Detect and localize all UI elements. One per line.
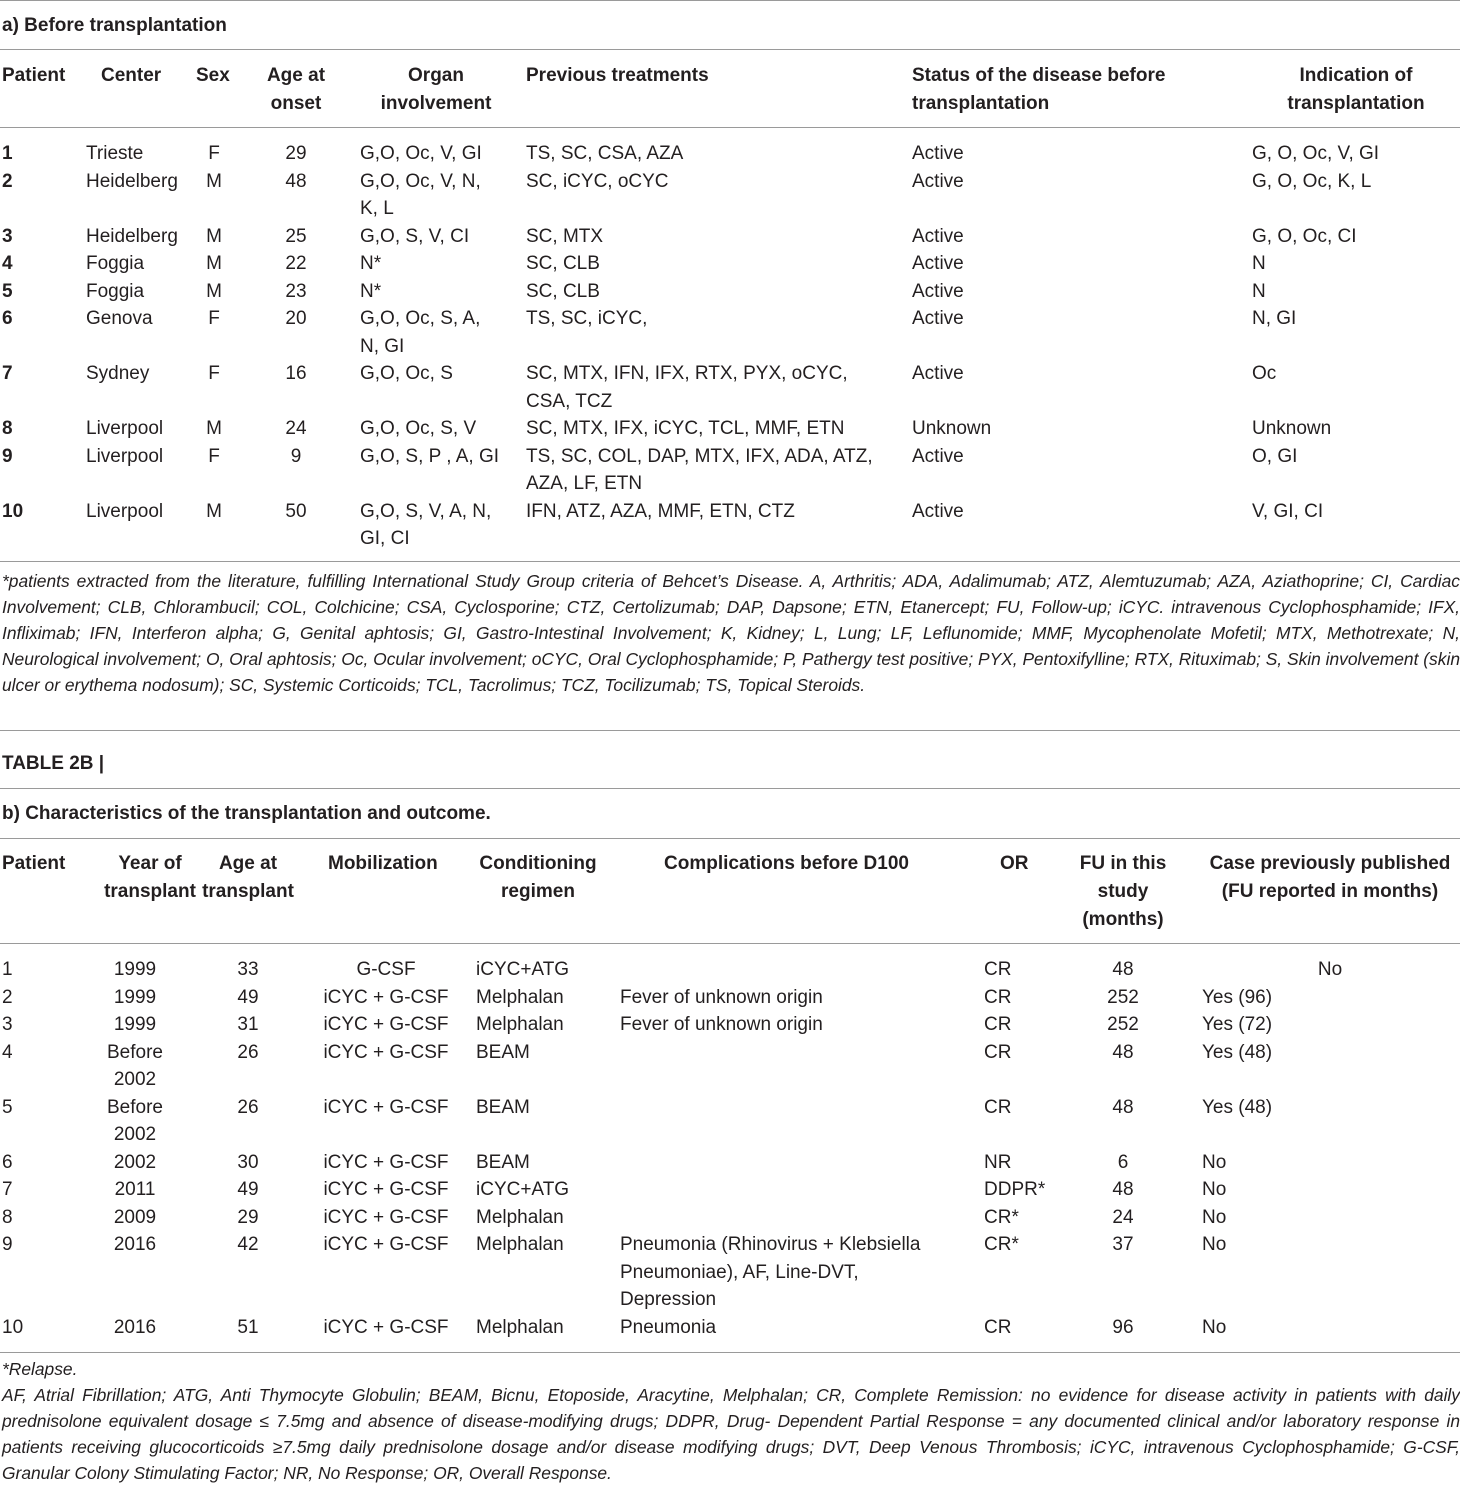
cell-mobilization: iCYC + G-CSF [323,1096,449,1118]
cell-status: Active [912,143,964,164]
cell-status: Unknown [912,418,992,439]
cell-year: 1999 [113,986,157,1008]
cell-indication: V, GI, CI [1252,500,1324,522]
cell-patient: 7 [2,363,13,384]
cell-indication: Unknown [1252,418,1332,439]
cell-year: Before [107,1041,163,1063]
cell-year: 2002 [113,1069,157,1090]
table-row [0,278,1460,306]
cell-sex: M [206,280,222,302]
cell-year: 2009 [113,1206,157,1228]
cell-fu: 37 [1112,1234,1134,1255]
table-row [0,1314,1460,1342]
header-b-year-line2: transplant [104,881,196,902]
table-b-footnote: AF, Atrial Fibrillation; ATG, Anti Thymocyte Globulin; BEAM, Bicnu, Etoposide, Aracytine, Melphalan; CR, Complete Remission: no evidence for disease activity in patients with daily prednisolone equivalent dosage ≤ 7.5mg and absence of disease-modifying drugs; DDPR, Drug- Dependent Partial Response = any documented clinical and/or laboratory response in patients receiving glucocorticoids ≥7.5mg daily prednisolone dosage and/or disease modifying drugs; DVT, Deep Venous Thrombosis; iCYC, intravenous Cyclophosphamide; G-CSF, Granular Colony Stimulating Factor; NR, No Response; OR, Overall Response. [2,1385,1460,1483]
cell-conditioning: Melphalan [476,986,564,1008]
cell-age: 25 [285,225,307,247]
header-previous-treatments: Previous treatments [526,65,709,86]
cell-year: 1999 [113,959,157,980]
cell-age: 33 [237,959,259,980]
cell-center: Trieste [86,143,144,164]
cell-mobilization: iCYC + G-CSF [323,1041,449,1063]
cell-sex: M [206,418,222,439]
table-row [0,223,1460,251]
header-b-fu [1068,850,1178,934]
cell-center: Sydney [86,363,150,384]
cell-age: 26 [237,1041,259,1063]
cell-center: Heidelberg [86,225,178,247]
cell-center: Liverpool [86,500,164,522]
cell-status: Active [912,308,964,329]
cell-organ: N, GI [360,335,405,357]
cell-case: No [1202,1206,1227,1228]
header-organ-involvement [354,62,518,118]
header-b-age-line1: Age at [218,853,278,874]
cell-year: 2011 [114,1179,156,1200]
cell-fu: 252 [1107,1014,1139,1035]
cell-age: 16 [285,363,307,384]
cell-organ: G,O, Oc, V, GI [360,143,482,164]
cell-patient: 4 [2,1041,13,1063]
cell-complications: Fever of unknown origin [620,1014,823,1035]
table-row [0,250,1460,278]
cell-patient: 3 [2,1014,13,1035]
cell-organ: G,O, Oc, S, V [360,418,477,439]
cell-mobilization: iCYC + G-CSF [323,1179,449,1200]
cell-case: No [1317,959,1343,980]
cell-mobilization: iCYC + G-CSF [323,1316,449,1338]
cell-conditioning: BEAM [476,1096,530,1118]
header-b-fu-line2: study [1097,881,1149,902]
cell-organ: K, L [360,198,394,219]
table-row [0,1204,1460,1232]
header-b-fu-line3: (months) [1082,909,1164,930]
header-status [912,62,1165,118]
cell-or: CR [984,1041,1012,1063]
cell-indication: G, O, Oc, CI [1252,225,1357,247]
header-b-fu-line1: FU in this [1079,853,1167,874]
cell-age: 9 [290,445,302,467]
header-status-line1: Status of the disease before [912,65,1166,86]
header-b-conditioning [470,850,606,906]
cell-year: 2002 [113,1151,157,1173]
cell-sex: F [208,143,220,164]
cell-center: Foggia [86,253,145,274]
cell-organ: G,O, S, V, CI [360,225,470,247]
cell-patient: 10 [2,1316,24,1338]
table-2b-label: TABLE 2B | [2,753,105,774]
table-row [0,1231,1460,1314]
cell-complications: Fever of unknown origin [620,986,823,1008]
header-center: Center [101,65,162,86]
cell-fu: 48 [1112,1096,1134,1118]
header-b-patient: Patient [2,853,66,874]
cell-patient: 2 [2,170,13,192]
table-row [0,1176,1460,1204]
cell-year: 1999 [113,1014,157,1035]
cell-case: No [1202,1316,1227,1338]
cell-case: Yes (48) [1202,1096,1273,1118]
cell-fu: 48 [1112,1041,1134,1063]
cell-conditioning: iCYC+ATG [476,1179,570,1200]
cell-status: Active [912,500,964,522]
rule-b-header [0,943,1460,944]
cell-mobilization: G-CSF [356,959,416,980]
cell-conditioning: Melphalan [476,1234,564,1255]
cell-status: Active [912,170,964,192]
rule-top [0,0,1460,1]
cell-patient: 1 [2,959,13,980]
cell-or: NR [984,1151,1012,1173]
table-row [0,360,1460,415]
cell-center: Foggia [86,280,145,302]
cell-or: CR* [984,1206,1019,1228]
cell-status: Active [912,363,964,384]
cell-patient: 8 [2,1206,13,1228]
cell-fu: 252 [1107,986,1139,1008]
header-indication [1266,62,1446,118]
cell-patient: 6 [2,308,13,329]
cell-organ: N* [360,253,382,274]
table-row [0,305,1460,360]
cell-age: 49 [237,986,259,1008]
cell-age: 31 [237,1014,259,1035]
cell-year: 2002 [113,1124,157,1145]
cell-sex: M [206,170,222,192]
header-b-age [196,850,300,906]
table-row [0,984,1460,1012]
cell-case: No [1202,1151,1227,1173]
header-age-line1: Age at [266,65,326,86]
cell-treatments: TS, SC, COL, DAP, MTX, IFX, ADA, ATZ, [526,445,873,467]
header-age-onset [254,62,338,118]
cell-or: CR [984,1014,1012,1035]
cell-indication: Oc [1252,363,1277,384]
cell-mobilization: iCYC + G-CSF [323,1014,449,1035]
cell-mobilization: iCYC + G-CSF [323,1206,449,1228]
cell-indication: O, GI [1252,445,1298,467]
cell-year: 2016 [113,1234,157,1255]
cell-year: Before [107,1096,163,1118]
cell-age: 30 [237,1151,259,1173]
cell-or: CR* [984,1234,1019,1255]
cell-or: CR [984,1316,1012,1338]
cell-or: DDPR* [984,1179,1046,1200]
cell-age: 29 [285,143,307,164]
cell-organ: GI, CI [360,528,410,549]
cell-conditioning: iCYC+ATG [476,959,570,980]
cell-sex: F [208,445,220,467]
table-a-body [0,140,1460,553]
cell-patient: 5 [2,1096,13,1118]
header-status-line2: transplantation [912,93,1050,114]
cell-treatments: IFN, ATZ, AZA, MMF, ETN, CTZ [526,500,795,522]
cell-indication: N, GI [1252,308,1297,329]
cell-fu: 24 [1112,1206,1134,1228]
cell-status: Active [912,280,964,302]
cell-sex: F [208,308,220,329]
cell-indication: N [1252,253,1266,274]
cell-fu: 6 [1117,1151,1129,1173]
rule-b-bottom [0,1352,1460,1353]
cell-fu: 48 [1112,1179,1134,1200]
cell-treatments: TS, SC, iCYC, [526,308,648,329]
header-b-year [100,850,200,906]
rule-b-title [0,838,1460,839]
header-organ-line1: Organ [408,65,464,86]
cell-treatments: SC, CLB [526,280,600,302]
cell-age: 51 [237,1316,259,1338]
cell-indication: N [1252,280,1266,302]
cell-patient: 7 [2,1179,13,1200]
table-row [0,498,1460,553]
cell-patient: 8 [2,418,13,439]
cell-treatments: SC, CLB [526,253,600,274]
cell-conditioning: BEAM [476,1041,530,1063]
cell-or: CR [984,1096,1012,1118]
cell-treatments: SC, MTX, IFX, iCYC, TCL, MMF, ETN [526,418,845,439]
cell-patient: 5 [2,280,13,302]
cell-indication: G, O, Oc, V, GI [1252,143,1380,164]
cell-conditioning: BEAM [476,1151,530,1173]
table-row [0,956,1460,984]
cell-patient: 1 [2,143,13,164]
rule-a-bottom [0,561,1460,562]
header-b-case [1200,850,1460,906]
cell-sex: M [206,500,222,522]
cell-sex: M [206,225,222,247]
cell-complications: Pneumonia (Rhinovirus + Klebsiella [620,1234,921,1255]
cell-age: 23 [285,280,307,302]
cell-organ: G,O, Oc, V, N, [360,170,481,192]
cell-mobilization: iCYC + G-CSF [323,1151,449,1173]
cell-patient: 4 [2,253,13,274]
cell-patient: 9 [2,1234,13,1255]
header-b-or: OR [1000,853,1029,874]
cell-organ: G,O, S, P , A, GI [360,445,500,467]
cell-conditioning: Melphalan [476,1206,564,1228]
table-b-body [0,956,1460,1341]
table-row [0,415,1460,443]
table-row [0,1011,1460,1039]
cell-complications: Pneumonia [620,1316,717,1338]
cell-fu: 96 [1112,1316,1134,1338]
cell-year: 2016 [113,1316,157,1338]
cell-treatments: SC, iCYC, oCYC [526,170,669,192]
cell-case: No [1202,1179,1227,1200]
cell-organ: G,O, Oc, S, A, [360,308,481,329]
cell-age: 24 [285,418,307,439]
cell-treatments: TS, SC, CSA, AZA [526,143,684,164]
header-indication-line2: transplantation [1287,93,1425,114]
cell-indication: G, O, Oc, K, L [1252,170,1372,192]
table-row [0,140,1460,168]
cell-age: 42 [237,1234,259,1255]
cell-patient: 10 [2,500,24,522]
cell-age: 49 [237,1179,259,1200]
cell-patient: 3 [2,225,13,247]
cell-patient: 2 [2,986,13,1008]
cell-treatments: SC, MTX, IFN, IFX, RTX, PYX, oCYC, [526,363,848,384]
cell-age: 20 [285,308,307,329]
header-b-age-line2: transplant [202,881,294,902]
cell-case: Yes (72) [1202,1014,1273,1035]
table-b-title: b) Characteristics of the transplantation and outcome. [2,803,491,824]
table-row [0,1094,1460,1149]
cell-organ: G,O, Oc, S [360,363,453,384]
cell-mobilization: iCYC + G-CSF [323,986,449,1008]
cell-center: Liverpool [86,445,164,467]
table-a-footnote: *patients extracted from the literature, fulfilling International Study Group criteria of Behcet’s Disease. A, Arthritis; ADA, Adalimumab; ATZ, Alemtuzumab; AZA, Aziathoprine; CI, Cardiac Involvement; CLB, Chlorambucil; COL, Colchicine; CSA, Cyclosporine; CTZ, Certolizumab; DAP, Dapsone; ETN, Etanercept; FU, Follow-up; iCYC. intravenous Cyclophosphamide; IFX, Infliximab; IFN, Interferon alpha; G, Genital aphtosis; GI, Gastro-Intestinal Involvement; K, Kidney; L, Lung; LF, Leflunomide; MMF, Mycophenolate Mofetil; MTX, Methotrexate; N, Neurological involvement; O, Oral aphtosis; Oc, Ocular involvement; oCYC, Oral Cyclophosphamide; P, Pathergy test positive; PYX, Pentoxifylline; RTX, Rituximab; S, Skin involvement (skin ulcer or erythema nodosum); SC, Systemic Corticoids; TCL, Tacrolimus; TCZ, Tocilizumab; TS, Topical Steroids. [2,571,1460,695]
header-patient: Patient [2,65,66,86]
cell-sex: F [208,363,220,384]
cell-patient: 9 [2,445,13,467]
header-b-complications: Complications before D100 [664,853,909,874]
cell-center: Genova [86,308,153,329]
cell-patient: 6 [2,1151,13,1173]
cell-center: Heidelberg [86,170,178,192]
cell-fu: 48 [1112,959,1134,980]
table-b-relapse-note: *Relapse. [2,1359,78,1379]
cell-case: Yes (96) [1202,986,1273,1008]
rule-a-header [0,127,1460,128]
cell-complications: Pneumoniae), AF, Line-DVT, [620,1261,859,1283]
cell-age: 26 [237,1096,259,1118]
cell-complications: Depression [620,1289,717,1310]
header-organ-line2: involvement [380,93,492,114]
cell-age: 29 [237,1206,259,1228]
rule-2b-top [0,730,1460,731]
header-sex: Sex [196,65,230,86]
header-b-case-line1: Case previously published [1209,853,1451,874]
cell-status: Active [912,225,964,247]
cell-sex: M [206,253,222,274]
header-b-mobilization: Mobilization [328,853,438,874]
header-b-year-line1: Year of [118,853,182,874]
table-row [0,443,1460,498]
cell-case: No [1202,1234,1227,1255]
rule-2b-label [0,788,1460,789]
header-indication-line1: Indication of [1299,65,1413,86]
table-a-title: a) Before transplantation [2,15,227,36]
header-age-line2: onset [270,93,322,114]
cell-status: Active [912,445,964,467]
cell-age: 48 [285,170,307,192]
cell-organ: G,O, S, V, A, N, [360,500,492,522]
cell-mobilization: iCYC + G-CSF [323,1234,449,1255]
rule-a-title [0,49,1460,50]
cell-treatments: AZA, LF, ETN [526,473,643,494]
cell-conditioning: Melphalan [476,1316,564,1338]
header-b-conditioning-line2: regimen [501,881,575,902]
cell-treatments: CSA, TCZ [526,390,613,412]
cell-age: 50 [285,500,307,522]
cell-organ: N* [360,280,382,302]
cell-or: CR [984,959,1012,980]
header-b-conditioning-line1: Conditioning [479,853,597,874]
cell-age: 22 [285,253,307,274]
table-row [0,1149,1460,1177]
cell-or: CR [984,986,1012,1008]
cell-case: Yes (48) [1202,1041,1273,1063]
header-b-case-line2: (FU reported in months) [1221,881,1439,902]
cell-status: Active [912,253,964,274]
cell-center: Liverpool [86,418,164,439]
cell-conditioning: Melphalan [476,1014,564,1035]
table-row [0,1039,1460,1094]
table-row [0,168,1460,223]
cell-treatments: SC, MTX [526,225,604,247]
